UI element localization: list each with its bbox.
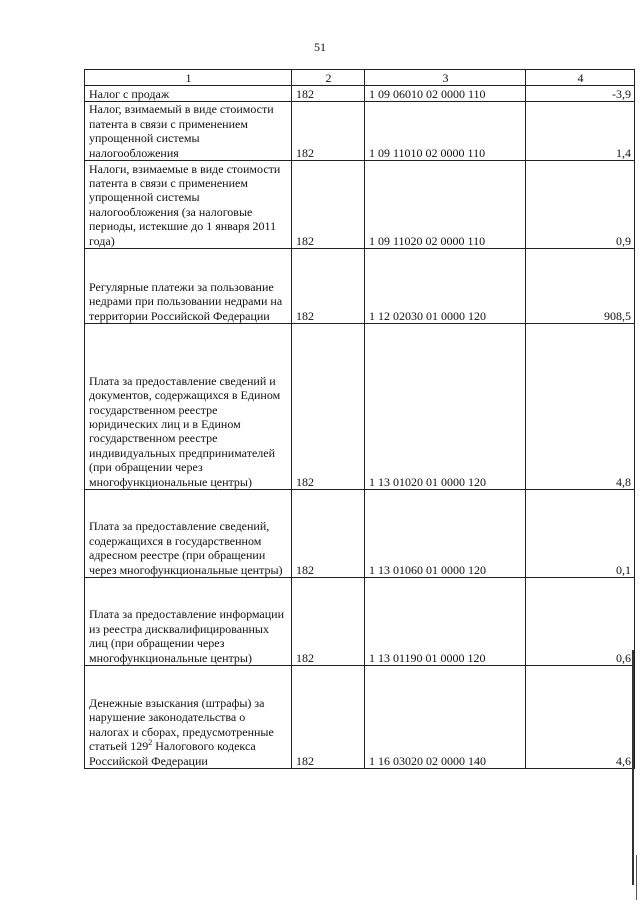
margin-scan-line	[632, 650, 634, 885]
header-col-3: 3	[365, 70, 526, 86]
row-amount: 0,9	[526, 161, 635, 249]
header-col-2: 2	[292, 70, 365, 86]
row-name: Плата за предоставление информации из реестра дисквалифицированных лиц (при обращении через многофункциональные центры)	[85, 578, 292, 666]
row-admin-code: 182	[292, 249, 365, 324]
row-budget-code: 1 09 11020 02 0000 110	[365, 161, 526, 249]
row-name-superscript: 2	[148, 738, 153, 748]
row-admin-code: 182	[292, 161, 365, 249]
table-row	[85, 490, 635, 578]
row-budget-code: 1 09 06010 02 0000 110	[365, 86, 526, 102]
page-number: 51	[314, 40, 326, 54]
header-col-4: 4	[526, 70, 635, 86]
table-row	[85, 249, 635, 324]
row-amount: -3,9	[526, 86, 635, 102]
row-admin-code: 182	[292, 666, 365, 769]
row-amount: 1,4	[526, 102, 635, 161]
row-name-part-2: Налогового кодекса Российской Федерации	[89, 739, 256, 768]
row-admin-code: 182	[292, 490, 365, 578]
row-budget-code: 1 13 01020 01 0000 120	[365, 324, 526, 490]
margin-scan-line-lower	[636, 855, 637, 900]
table-row	[85, 86, 635, 102]
row-amount: 0,6	[526, 578, 635, 666]
row-name: Налог, взимаемый в виде стоимости патента в связи с применением упрощенной системы налогообложения	[85, 102, 292, 161]
row-budget-code: 1 13 01190 01 0000 120	[365, 578, 526, 666]
row-name: Регулярные платежи за пользование недрами при пользовании недрами на территории Российской Федерации	[85, 249, 292, 324]
row-budget-code: 1 09 11010 02 0000 110	[365, 102, 526, 161]
row-name-part-1: Денежные взыскания (штрафы) за нарушение законодательства о налогах и сборах, предусмотренные статьей 129	[89, 695, 274, 754]
row-name: Налог с продаж	[85, 86, 292, 102]
row-budget-code: 1 13 01060 01 0000 120	[365, 490, 526, 578]
table-header-row	[85, 70, 635, 86]
row-admin-code: 182	[292, 578, 365, 666]
row-amount: 4,8	[526, 324, 635, 490]
row-budget-code: 1 16 03020 02 0000 140	[365, 666, 526, 769]
row-admin-code: 182	[292, 324, 365, 490]
row-name: Налоги, взимаемые в виде стоимости патента в связи с применением упрощенной системы налогообложения (за налоговые периоды, истекшие до 1 января 2011 года)	[85, 161, 292, 249]
table-row	[85, 161, 635, 249]
table-row	[85, 324, 635, 490]
row-admin-code: 182	[292, 102, 365, 161]
row-admin-code: 182	[292, 86, 365, 102]
budget-revenue-table	[84, 69, 635, 769]
row-name: Плата за предоставление сведений, содержащихся в государственном адресном реестре (при обращении через многофункциональные центры)	[85, 490, 292, 578]
row-name	[85, 666, 292, 769]
table-row	[85, 102, 635, 161]
row-name: Плата за предоставление сведений и документов, содержащихся в Едином государственном реестре юридических лиц и в Едином государственном реестре индивидуальных предпринимателей (при обращении через многофункциональные центры)	[85, 324, 292, 490]
row-amount: 4,6	[526, 666, 635, 769]
header-col-1: 1	[85, 70, 292, 86]
table-row	[85, 578, 635, 666]
row-budget-code: 1 12 02030 01 0000 120	[365, 249, 526, 324]
row-amount: 0,1	[526, 490, 635, 578]
table-row	[85, 666, 635, 769]
row-amount: 908,5	[526, 249, 635, 324]
